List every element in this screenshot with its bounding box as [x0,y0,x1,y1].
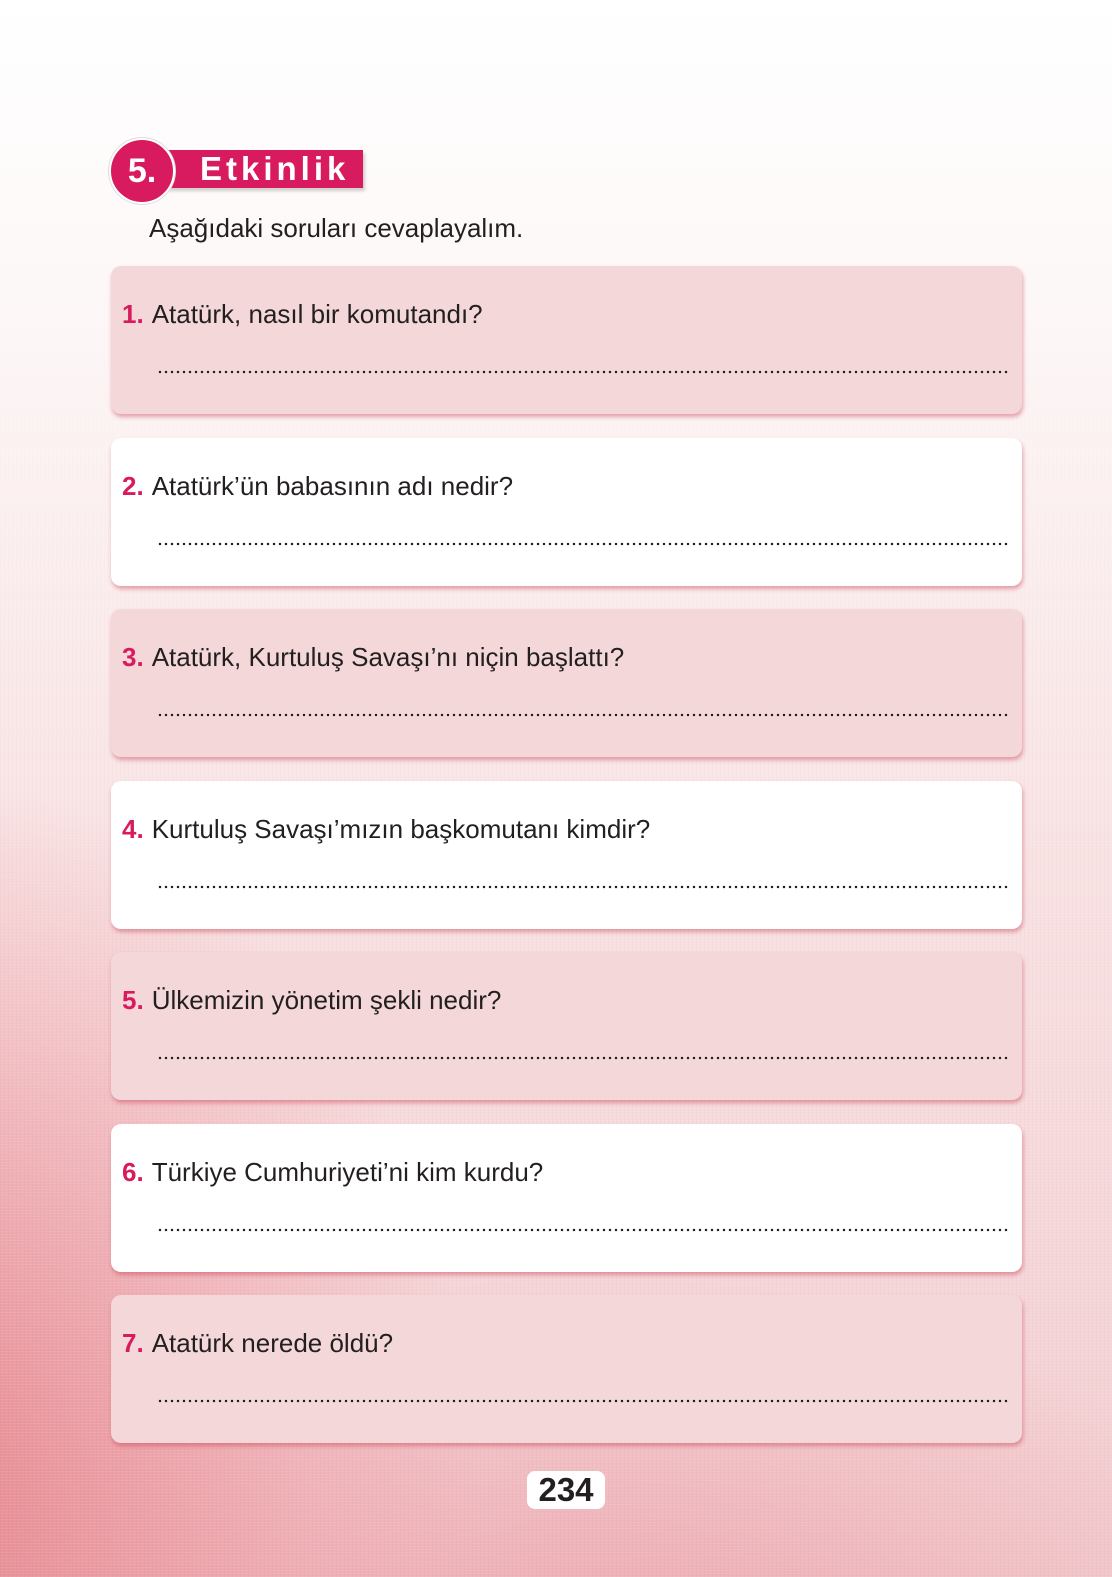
answer-line[interactable] [157,1399,1008,1403]
question-card [111,438,1022,586]
question-text [122,471,513,502]
question-number: 1. [122,299,144,329]
question-label: Kurtuluş Savaşı’mızın başkomutanı kimdir? [151,813,651,844]
question-card [111,1295,1022,1443]
question-card [111,609,1022,757]
answer-line[interactable] [157,1056,1008,1060]
question-label: Atatürk, nasıl bir komutandı? [151,299,483,329]
question-label: Atatürk nerede öldü? [151,1328,394,1358]
question-number: 4. [122,813,144,844]
question-text [122,1157,543,1188]
page-number: 234 [527,1471,605,1509]
question-text [122,985,501,1016]
question-label: Ülkemizin yönetim şekli nedir? [151,985,502,1015]
activity-number-badge: 5. [109,138,175,204]
answer-line[interactable] [157,713,1008,717]
question-card [111,266,1022,414]
activity-title: Etkinlik [160,150,363,188]
instruction: Aşağıdaki soruları cevaplayalım. [149,213,524,243]
question-card [111,781,1022,929]
question-number: 7. [122,1328,144,1358]
answer-line[interactable] [157,885,1008,889]
question-number: 3. [122,642,144,672]
question-number: 5. [122,985,144,1015]
answer-line[interactable] [157,370,1008,374]
question-text [122,299,483,330]
question-number: 2. [122,470,144,501]
question-number: 6. [122,1156,144,1187]
question-text [122,1328,393,1359]
answer-line[interactable] [157,1228,1008,1232]
question-label: Atatürk’ün babasının adı nedir? [151,470,514,501]
question-card [111,952,1022,1100]
question-label: Türkiye Cumhuriyeti’ni kim kurdu? [151,1156,544,1187]
question-text [122,814,650,845]
question-text [122,642,624,673]
question-card [111,1124,1022,1272]
answer-line[interactable] [157,542,1008,546]
question-label: Atatürk, Kurtuluş Savaşı’nı niçin başlattı? [151,642,625,672]
